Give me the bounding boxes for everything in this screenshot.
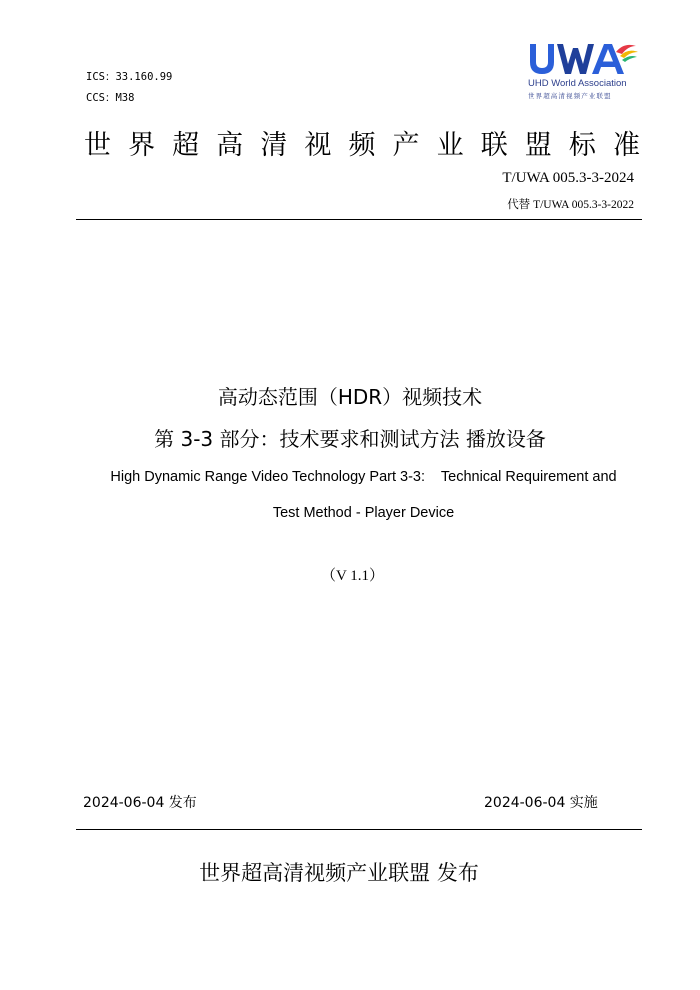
standard-title-char: 准 (612, 130, 640, 161)
standard-title-char: 产 (392, 130, 420, 161)
effective-date: 2024-06-04 实施 (484, 795, 598, 811)
classification-codes (86, 67, 172, 109)
logo-association-name-cn: 世界超高清视频产业联盟 (528, 92, 612, 100)
standard-title-char: 盟 (524, 130, 552, 161)
standard-title-char: 联 (480, 130, 508, 161)
ccs-code: CCS：M38 (86, 92, 135, 104)
top-divider (76, 219, 642, 220)
standard-title-char: 高 (216, 130, 244, 161)
standard-title (84, 128, 640, 164)
standard-title-char: 频 (348, 130, 376, 161)
standard-title-char: 界 (128, 130, 156, 161)
logo-letter-w (557, 44, 594, 74)
bottom-divider (76, 829, 642, 830)
document-title-en-line2: Test Method - Player Device (272, 505, 455, 521)
publish-date: 2024-06-04 发布 (83, 795, 197, 811)
standard-title-char: 标 (568, 130, 596, 161)
standard-number: T/UWA 005.3-3-2024 (502, 170, 634, 186)
replaces-label: 代替 (507, 197, 531, 211)
uwa-logo-mark (528, 40, 638, 80)
standard-title-char: 世 (84, 130, 111, 161)
standard-title-char: 超 (172, 130, 200, 161)
document-version: （V 1.1） (320, 568, 385, 584)
document-title-en-line1: High Dynamic Range Video Technology Part 3-3: Technical Requirement and (110, 469, 617, 485)
publisher-line: 世界超高清视频产业联盟 发布 (199, 861, 479, 885)
standard-title-char: 业 (436, 130, 464, 161)
logo-association-name: UHD World Association (528, 78, 627, 89)
logo-letter-u (530, 44, 554, 74)
uwa-logo (522, 40, 640, 106)
logo-letter-a (592, 44, 624, 74)
document-title-cn-line2: 第 3-3 部分：技术要求和测试方法 播放设备 (154, 427, 546, 451)
replaces-number: T/UWA 005.3-3-2022 (533, 199, 634, 211)
ics-code: ICS：33.160.99 (86, 71, 173, 83)
document-title-cn-line1: 高动态范围（HDR）视频技术 (217, 385, 483, 409)
standard-title-char: 视 (304, 130, 332, 161)
standard-title-char: 清 (260, 130, 288, 161)
replaces-standard (507, 196, 634, 212)
